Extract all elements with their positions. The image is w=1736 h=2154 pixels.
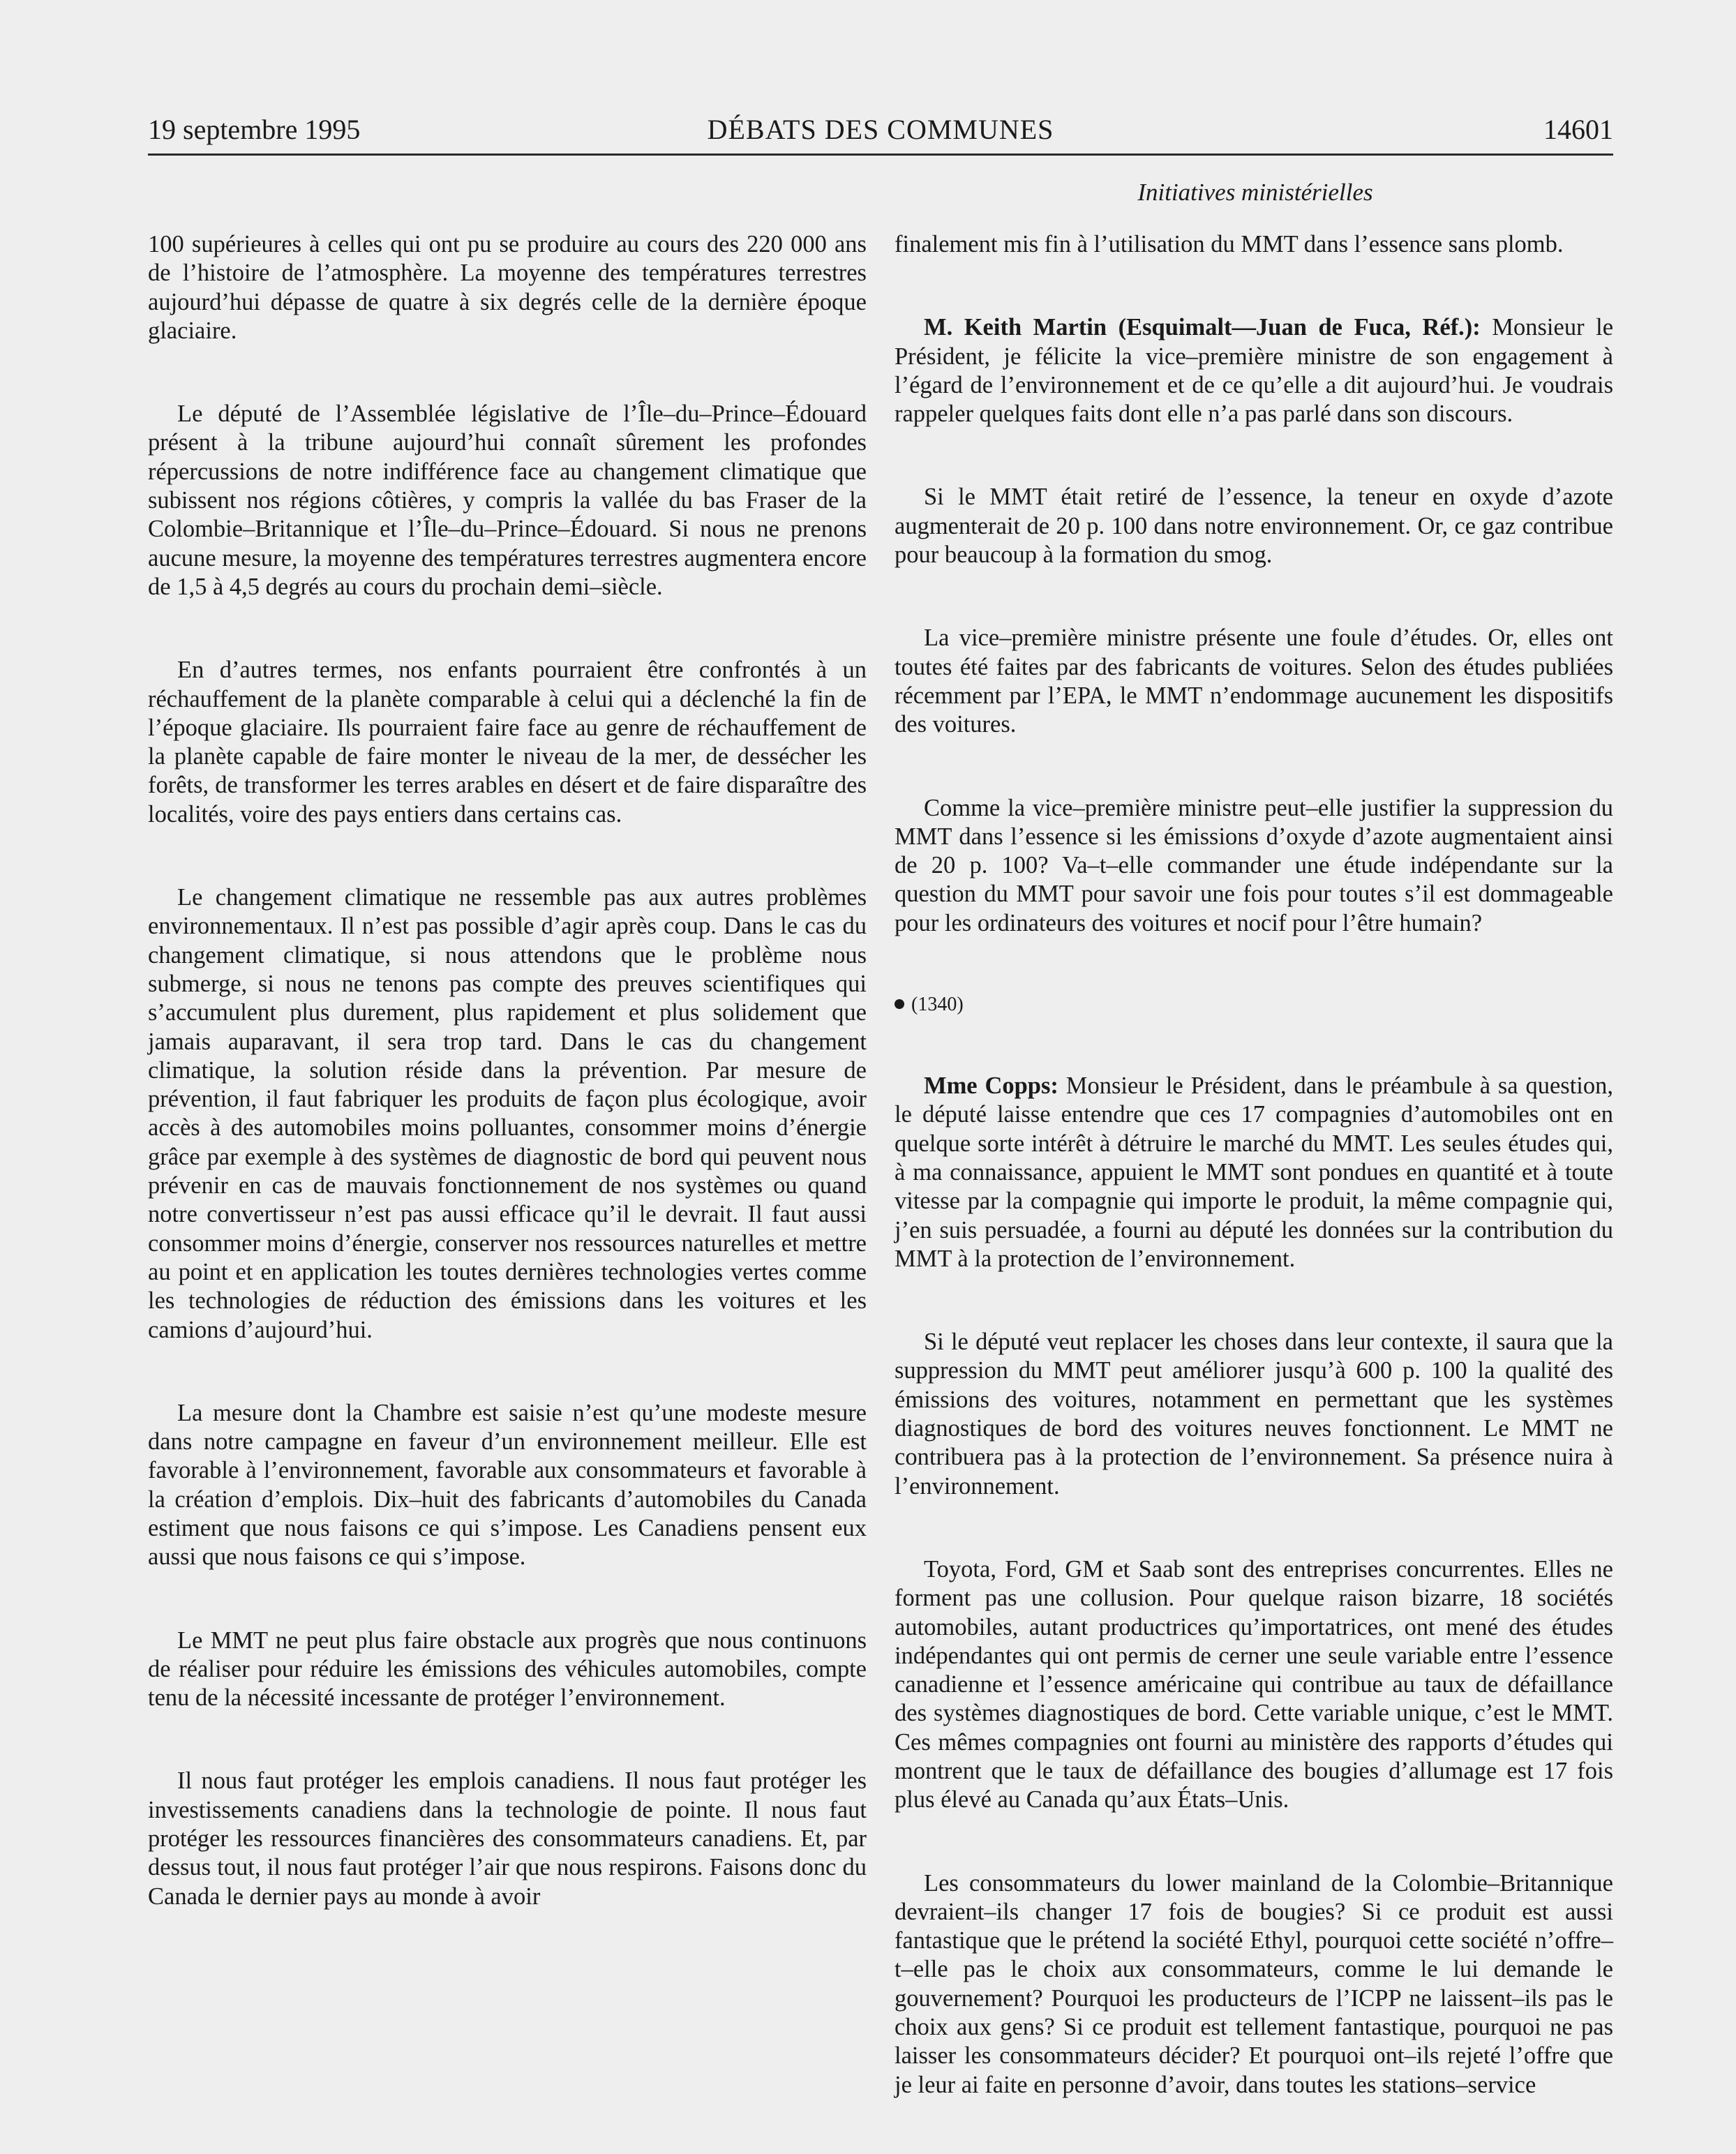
right-column	[895, 230, 1613, 2154]
header-date: 19 septembre 1995	[148, 114, 361, 145]
paragraph: Si le MMT était retiré de l’essence, la teneur en oxyde d’azote augmenterait de 20 p. 100 dans notre environnement. Or, ce gaz contribue pour beaucoup à la formation du smog.	[895, 484, 1613, 569]
paragraph: 100 supérieures à celles qui ont pu se produire au cours des 220 000 ans de l’histoire de l’atmosphère. La moyenne des températures terrestres aujourd’hui dépasse de quatre à six degrés celle de la dernière époque glaciaire.	[148, 231, 867, 344]
paragraph: La vice–première ministre présente une foule d’études. Or, elles ont toutes été faites par des fabricants de voitures. Selon des études publiées récemment par l’EPA, le MMT n’endommage aucunement les dispositifs des voitures.	[895, 624, 1613, 738]
time-marker	[895, 992, 1613, 1017]
paragraph: Si le député veut replacer les choses dans leur contexte, il saura que la suppression du MMT peut améliorer jusqu’à 600 p. 100 la qualité des émissions des voitures, notamment en permettant que les systèmes diagnostiques de bord des voitures neuves fonctionnent. Le MMT ne contribuera pas à la protection de l’environnement. Sa présence nuira à l’environnement.	[895, 1329, 1613, 1499]
section-heading: Initiatives ministérielles	[1137, 179, 1373, 206]
paragraph: Les consommateurs du lower mainland de la Colombie–Britannique devraient–ils changer 17 fois de bougies? Si ce produit est aussi fantastique que le prétend la société Ethyl, pourquoi cette société n’offre–t–elle pas le choix aux consommateurs, comme le lui demande le gouvernement? Pourquoi les producteurs de l’ICPP ne laissent–ils pas le choix aux gens? Si ce produit est tellement fantastique, pourquoi ne pas laisser les consommateurs décider? Et pourquoi ont–ils rejeté l’offre que je leur ai faite en personne d’avoir, dans toutes les stations–service	[895, 1869, 1613, 2098]
speaker-name: Mme Copps:	[924, 1072, 1058, 1100]
paragraph: Le changement climatique ne ressemble pas aux autres problèmes environnementaux. Il n’est pas possible d’agir après coup. Dans le cas du changement climatique, si nous attendons que le problème nous submerge, si nous ne tenons pas compte des preuves scientifiques qui s’accumulent plus durement, plus rapidement et plus solidement que jamais auparavant, il sera trop tard. Dans le cas du changement climatique, la solution réside dans la prévention. Par mesure de prévention, il faut fabriquer les produits de façon plus écologique, avoir accès à des automobiles moins polluantes, consommer moins d’énergie grâce par exemple à des systèmes de diagnostic de bord qui peuvent nous prévenir en cas de mauvais fonctionnement de nos systèmes ou quand notre convertisseur n’est pas aussi efficace qu’il le devrait. Il faut aussi consommer moins d’énergie, conserver nos ressources naturelles et mettre au point et en application les toutes dernières technologies vertes comme les technologies de réduction des émissions dans les voitures et les camions d’aujourd’hui.	[148, 884, 867, 1343]
page-header	[148, 105, 1613, 156]
paragraph: Toyota, Ford, GM et Saab sont des entreprises concurrentes. Elles ne forment pas une collusion. Pour quelque raison bizarre, 18 sociétés automobiles, autant productrices qu’importatrices, ont mené des études indépendantes qui ont permis de cerner une seule variable entre l’essence canadienne et l’essence américaine qui contribue au taux de défaillance des systèmes diagnostiques de bord. Cette variable unique, c’est le MMT. Ces mêmes compagnies ont fourni au ministère des rapports d’études qui montrent que le taux de défaillance des bougies d’allumage est 17 fois plus élevé au Canada qu’aux États–Unis.	[895, 1555, 1613, 1813]
header-title: DÉBATS DES COMMUNES	[707, 114, 1054, 145]
left-column	[148, 230, 867, 1966]
paragraph: Le député de l’Assemblée législative de l’Île–du–Prince–Édouard présent à la tribune aujourd’hui connaît sûrement les profondes répercussions de notre indifférence face au changement climatique que subissent nos régions côtières, y compris la vallée du bas Fraser de la Colombie–Britannique et l’Île–du–Prince–Édouard. Si nous ne prenons aucune mesure, la moyenne des températures terrestres augmentera encore de 1,5 à 4,5 degrés au cours du prochain demi–siècle.	[148, 401, 867, 600]
paragraph: Comme la vice–première ministre peut–elle justifier la suppression du MMT dans l’essence si les émissions d’oxyde d’azote augmentaient ainsi de 20 p. 100? Va–t–elle commander une étude indépendante sur la question du MMT pour savoir une fois pour toutes s’il est dommageable pour les ordinateurs des voitures et nocif pour l’être humain?	[895, 794, 1613, 936]
speaker-name: M. Keith Martin (Esquimalt—Juan de Fuca, Réf.):	[924, 314, 1481, 341]
header-page-number: 14601	[1543, 114, 1613, 145]
paragraph: Le MMT ne peut plus faire obstacle aux progrès que nous continuons de réaliser pour réduire les émissions des véhicules automobiles, compte tenu de la nécessité incessante de protéger l’environnement.	[148, 1626, 867, 1712]
paragraph: En d’autres termes, nos enfants pourraient être confrontés à un réchauffement de la planète comparable à celui qui a déclenché la fin de l’époque glaciaire. Ils pourraient faire face au genre de réchauffement de la planète capable de faire monter le niveau de la mer, de dessécher les forêts, de transformer les terres arables en désert et de faire disparaître des localités, voire des pays entiers dans certains cas.	[148, 657, 867, 828]
speech-paragraph	[895, 1072, 1613, 1273]
paragraph: finalement mis fin à l’utilisation du MMT dans l’essence sans plomb.	[895, 231, 1564, 257]
bullet-icon	[895, 999, 904, 1009]
speech-text: Monsieur le Président, dans le préambule à sa question, le député laisse entendre que ces 17 compagnies d’automobiles ont en quelque sorte intérêt à détruire le marché du MMT. Les seules études qui, à ma connaissance, appuient le MMT sont pondues en quantité et à toute vitesse par la compagnie qui importe le produit, la même compagnie qui, j’en suis persuadée, a fourni au député les données sur la contribution du MMT à la protection de l’environnement.	[895, 1072, 1613, 1272]
timestamp: (1340)	[911, 994, 964, 1016]
paragraph: La mesure dont la Chambre est saisie n’est qu’une modeste mesure dans notre campagne en faveur d’un environnement meilleur. Elle est favorable à l’environnement, favorable aux consommateurs et favorable à la création d’emplois. Dix–huit des fabricants d’automobiles du Canada estiment que nous faisons ce qui s’impose. Les Canadiens pensent eux aussi que nous faisons ce qui s’impose.	[148, 1399, 867, 1571]
speech-paragraph	[895, 313, 1613, 428]
speech-text: Monsieur le Président, je félicite la vice–première ministre de son engagement à l’égard de l’environnement et de ce qu’elle a dit aujourd’hui. Je voudrais rappeler quelques faits dont elle n’a pas parlé dans son discours.	[895, 314, 1614, 428]
paragraph: Il nous faut protéger les emplois canadiens. Il nous faut protéger les investissements canadiens dans la technologie de pointe. Il nous faut protéger les ressources financières des consommateurs canadiens. Et, par dessus tout, il nous faut protéger l’air que nous respirons. Faisons donc du Canada le dernier pays au monde à avoir	[148, 1767, 867, 1910]
